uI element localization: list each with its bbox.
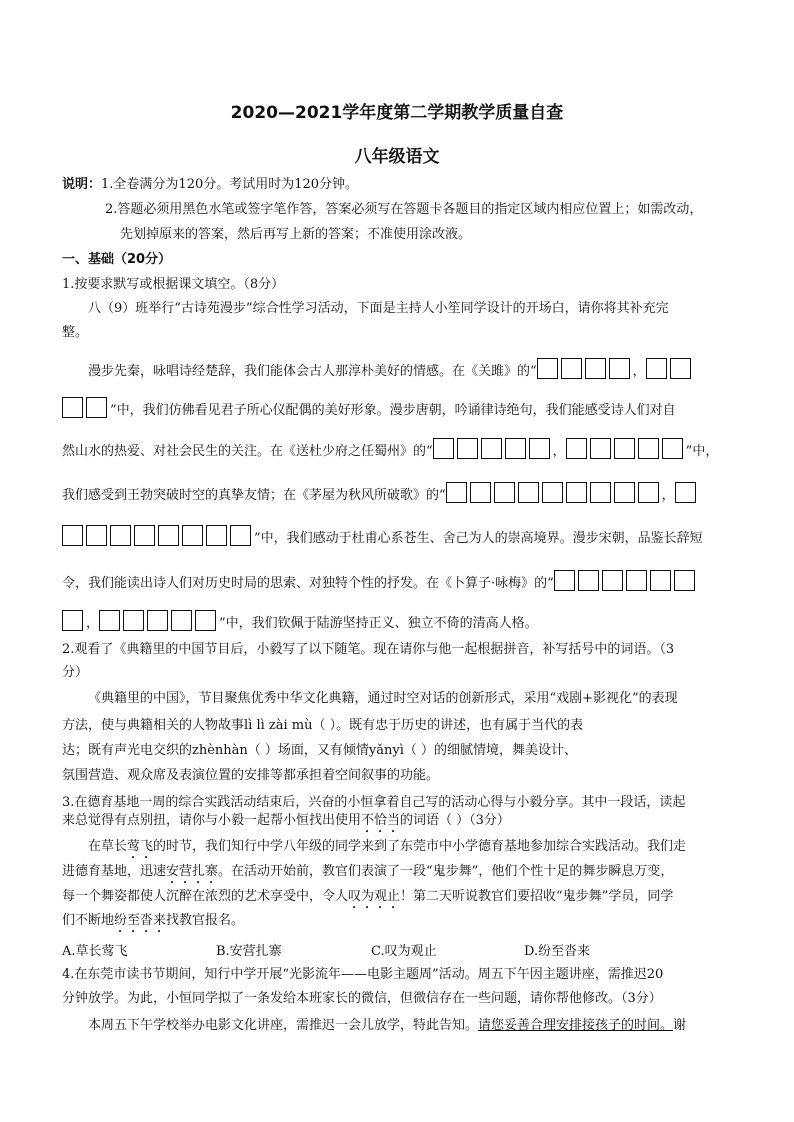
q4-stem-b: 分钟放学。为此，小恒同学拟了一条发给本班家长的微信，但微信存在一些问题，请你帮他修改。（3分） — [62, 991, 662, 1006]
q1-para-line-4 — [62, 482, 699, 505]
q4-para-1 — [88, 1017, 686, 1035]
notes-label: 说明： — [62, 177, 102, 192]
q3-text: ！第二天听说教官们要招收“鬼步舞”学员，同学 — [400, 889, 674, 904]
q1-text: 然山水的热爱、对社会民生的关注。在《送杜少府之任蜀州》的“ — [62, 444, 433, 459]
underlined-sentence: 请您妥善合理安排接孩子的时间。 — [478, 1018, 674, 1033]
blank-maowu-1[interactable] — [446, 482, 662, 505]
notes-line-1 — [62, 176, 358, 194]
q2-stem-b: 分） — [62, 665, 89, 680]
notes-item-2b: 先划掉原来的答案，然后再写上新的答案；不准使用涂改液。 — [120, 227, 472, 242]
q3-text: 每一个舞姿都使人沉醉在浓烈的艺术享受中，令人 — [62, 889, 349, 904]
q2-para-1: 《典籍里的中国》，节目聚焦优秀中华文化典籍，通过时空对话的创新形式，采用“戏剧+影视化”的表现 — [88, 691, 678, 706]
q4-stem-a: 4.在东莞市读书节期间，知行中学开展“光影流年——电影主题周”活动。周五下午因主题讲座，需推迟20 — [62, 967, 664, 982]
notes-item-1: 1.全卷满分为120分。考试用时为120分钟。 — [101, 177, 359, 192]
q3-para-4 — [62, 912, 244, 936]
exam-title: 2020—2021学年度第二学期教学质量自查 — [230, 103, 564, 123]
q3-text: 的词语（ ）（3分） — [400, 813, 510, 828]
q1-text: 漫步先秦，咏唱诗经楚辞，我们能体会古人那淳朴美好的情感。在《关雎》的“ — [88, 364, 537, 379]
q3-text: 找教官报名。 — [166, 913, 245, 928]
q3-text: 进德育基地，迅速 — [62, 864, 167, 879]
q4-text: 谢 — [673, 1018, 687, 1033]
q1-text: ”中， — [685, 444, 719, 459]
q2-para-4: 氛围营造、观众席及表演位置的安排等都承担着空间叙事的功能。 — [62, 768, 440, 783]
q1-para-line-7 — [62, 610, 538, 633]
blank-yongmei-1a[interactable] — [554, 570, 698, 593]
q3-option-d[interactable]: D.纷至沓来 — [524, 944, 591, 959]
emphasis-word: 纷至沓来 — [114, 913, 167, 928]
comma: ， — [552, 444, 566, 459]
q3-para-3 — [62, 888, 673, 912]
q2-para-3: 达；既有声光电交织的zhènhàn（ ）场面，又有倾情yǎnyì（ ）的细腻情境，舞美设计、 — [62, 743, 578, 758]
q3-text: 来总觉得有点别扭，请你与小毅一起帮小恒找出使用 — [62, 813, 362, 828]
comma: ， — [661, 488, 675, 503]
q2-stem-a: 2.观看了《典籍里的中国节目后，小毅写了以下随笔。现在请你与他一起根据拼音，补写括号中的词语。（3 — [62, 642, 675, 657]
emphasis-word: 叹为观止 — [348, 889, 401, 904]
q1-text: ”中，我们感动于杜甫心系苍生、舍己为人的崇高境界。漫步宋朝，品鉴长辞短 — [254, 531, 703, 546]
q1-para-line-1 — [88, 358, 694, 381]
q2-para-2: 方法，使与典籍相关的人物故事lì lì zài mù（ ）。既有忠于历史的讲述，也有属于当代的表 — [62, 718, 584, 733]
q1-text: 我们感受到王勃突破时空的真挚友情；在《茅屋为秋风所破歌》的“ — [62, 488, 446, 503]
q1-para-line-6 — [62, 570, 698, 593]
blank-guanju-1[interactable] — [537, 358, 633, 381]
comma: ， — [632, 364, 646, 379]
blank-yongmei-2[interactable] — [99, 610, 219, 633]
blank-guanju-2b[interactable] — [62, 397, 110, 420]
q1-para-line-2 — [62, 397, 676, 420]
q1-text: ”中，我们仿佛看见君子所心仪配偶的美好形象。漫步唐朝，吟诵律诗绝句，我们能感受诗人们对自 — [110, 403, 676, 418]
blank-dushaofu-1[interactable] — [433, 438, 553, 461]
comma: ， — [86, 616, 100, 631]
q1-para-line-5 — [62, 525, 703, 548]
q3-text: 的时节，我们知行中学八年级的同学来到了东莞市中小学德育基地参加综合实践活动。我们走 — [153, 839, 687, 854]
q3-text: 们不断地 — [62, 913, 115, 928]
q1-text: 令，我们能读出诗人们对历史时局的思索、对独特个性的抒发。在《卜算子·咏梅》的“ — [62, 576, 554, 591]
q1-text: ”中，我们钦佩于陆游坚持正义、独立不倚的清高人格。 — [219, 616, 538, 631]
q1-intro-b: 整。 — [62, 325, 89, 340]
q3-option-c[interactable]: C.叹为观止 — [371, 944, 437, 959]
blank-maowu-2b[interactable] — [62, 525, 254, 548]
blank-maowu-2a[interactable] — [675, 482, 699, 505]
blank-guanju-2a[interactable] — [646, 358, 694, 381]
q3-option-b[interactable]: B.安营扎寨 — [216, 944, 282, 959]
blank-yongmei-1b[interactable] — [62, 610, 86, 633]
q3-para-2 — [62, 863, 673, 887]
q3-stem-b — [62, 812, 510, 836]
q3-stem-a: 3.在德育基地一周的综合实践活动结束后，兴奋的小恒拿着自己写的活动心得与小毅分享。其中一段话，读起 — [62, 795, 686, 810]
exam-subtitle: 八年级语文 — [354, 147, 440, 167]
q3-option-a[interactable]: A.草长莺飞 — [62, 944, 128, 959]
notes-item-2a: 2.答题必须用黑色水笔或签字笔作答，答案必须写在答题卡各题目的指定区域内相应位置上；如需改动， — [105, 202, 703, 217]
q1-stem: 1.按要求默写或根据课文填空。（8分） — [62, 277, 285, 292]
q3-text: 在草长 — [88, 839, 128, 854]
blank-dushaofu-2[interactable] — [566, 438, 686, 461]
emphasis-word: 莺飞 — [127, 839, 154, 854]
section-heading: 一、基础（20分） — [62, 252, 172, 267]
emphasis-text: 不恰当 — [361, 813, 401, 828]
emphasis-word: 安营扎寨 — [166, 864, 219, 879]
q1-intro-a: 八（9）班举行“古诗苑漫步”综合性学习活动，下面是主持人小笙同学设计的开场白，请你将其补充完 — [88, 301, 669, 316]
q4-text: 本周五下午学校举办电影文化讲座，需推迟一会儿放学，特此告知。 — [88, 1018, 479, 1033]
q3-text: 。在活动开始前，教官们表演了一段“鬼步舞”，他们个性十足的舞步瞬息万变， — [218, 864, 674, 879]
q3-para-1 — [88, 838, 686, 862]
q1-para-line-3 — [62, 438, 718, 461]
